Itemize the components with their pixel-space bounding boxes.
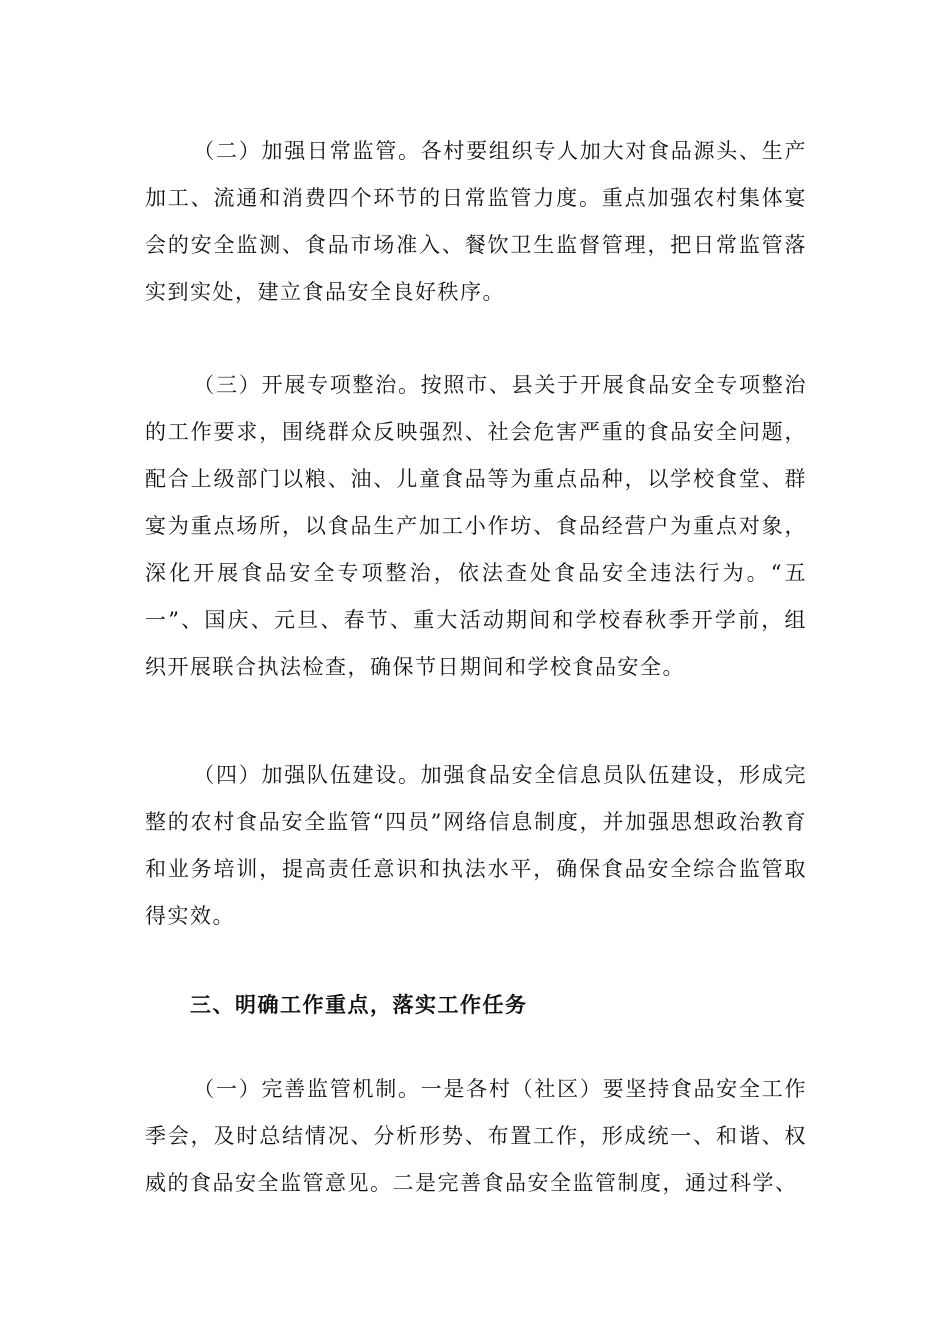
section-heading: 三、明确工作重点，落实工作任务 [190,993,528,1017]
paragraph-team-building: （四）加强队伍建设。加强食品安全信息员队伍建设，形成完整的农村食品安全监管“四员”网络信息制度，并加强思想政治教育和业务培训，提高责任意识和执法水平，确保食品安全综合监管取得实效。 [145,763,807,928]
paragraph-supervision-mechanism: （一）完善监管机制。一是各村（社区）要坚持食品安全工作季会，及时总结情况、分析形势、布置工作，形成统一、和谐、权威的食品安全监管意见。二是完善食品安全监管制度，通过科学、 [145,1077,807,1195]
paragraph-special-rectification: （三）开展专项整治。按照市、县关于开展食品安全专项整治的工作要求，围绕群众反映强烈、社会危害严重的食品安全问题，配合上级部门以粮、油、儿童食品等为重点品种，以学校食堂、群宴为重点场所，以食品生产加工小作坊、食品经营户为重点对象，深化开展食品安全专项整治，依法查处食品安全违法行为。“五一”、国庆、元旦、春节、重大活动期间和学校春秋季开学前，组织开展联合执法检查，确保节日期间和学校食品安全。 [145,373,807,679]
paragraph-daily-supervision: （二）加强日常监管。各村要组织专人加大对食品源头、生产加工、流通和消费四个环节的日常监管力度。重点加强农村集体宴会的安全监测、食品市场准入、餐饮卫生监督管理，把日常监管落实到实处，建立食品安全良好秩序。 [145,139,807,304]
